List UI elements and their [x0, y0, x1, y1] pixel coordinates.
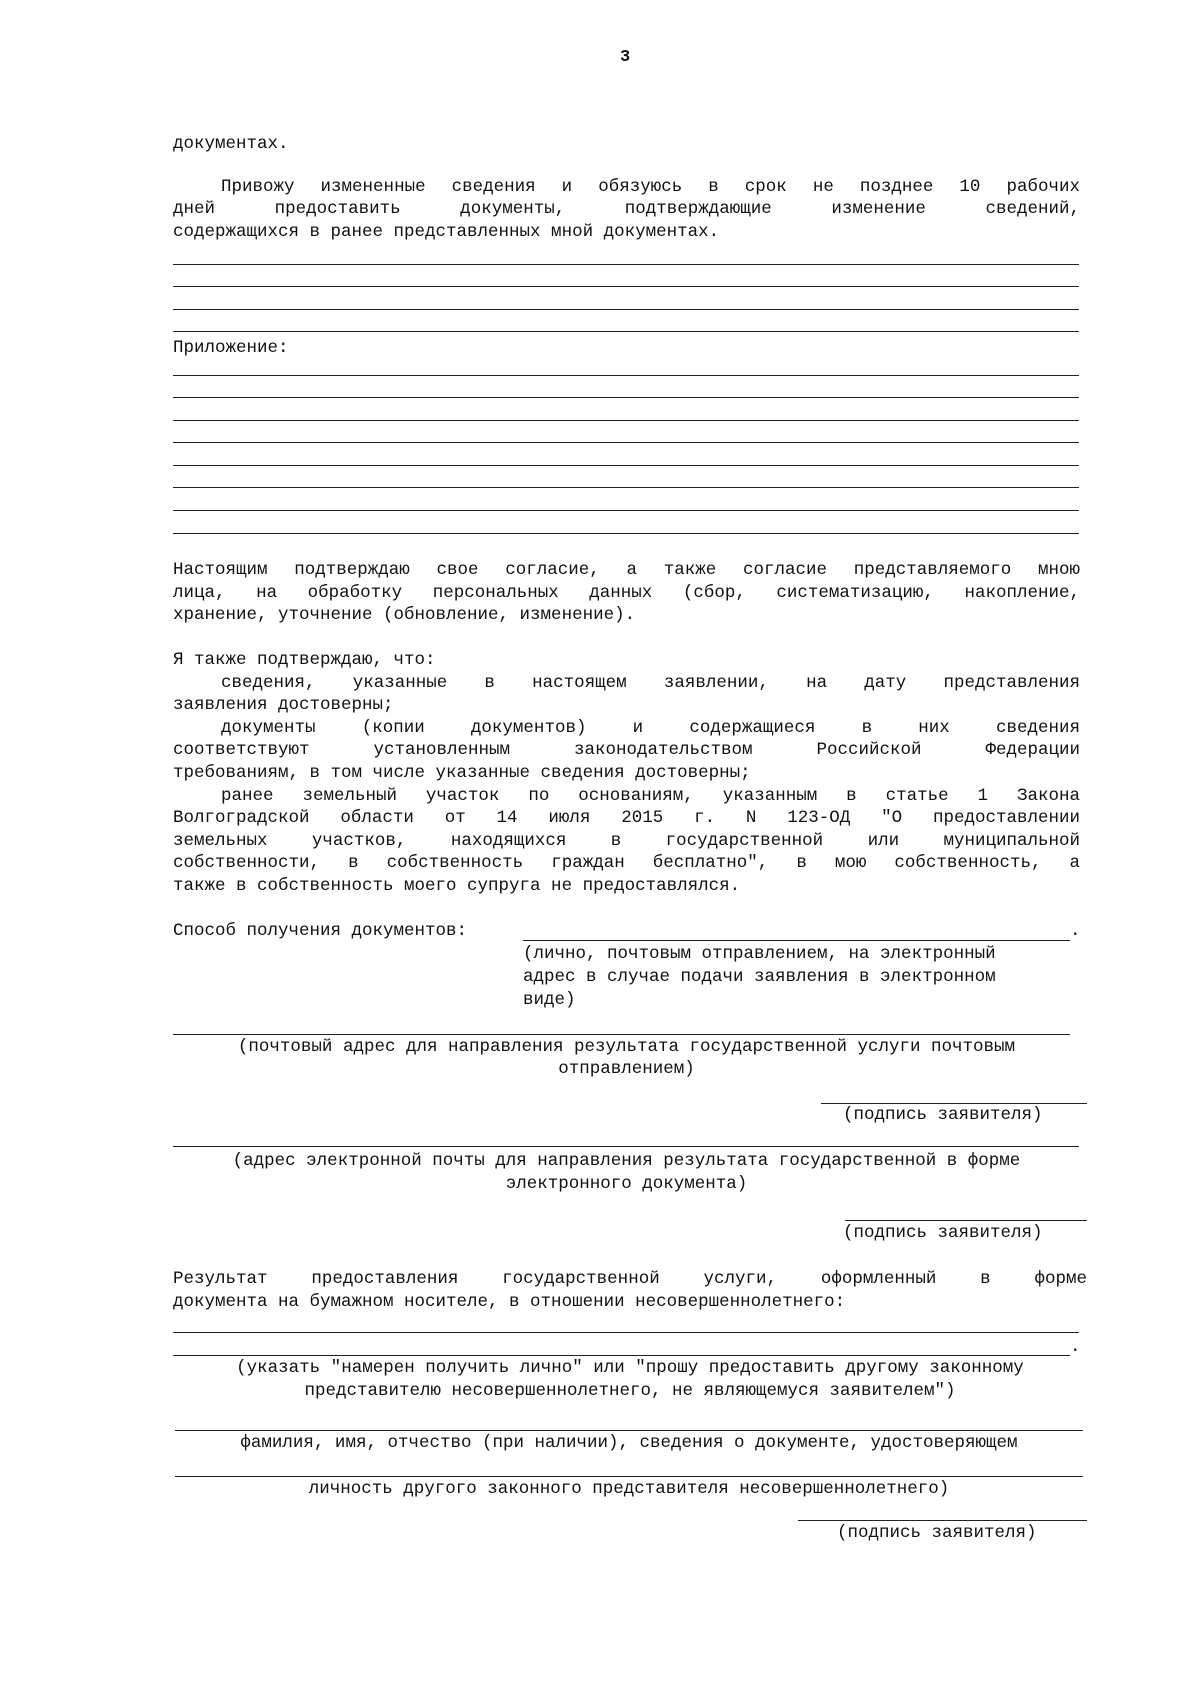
receipt-hint-line3: виде): [523, 990, 576, 1010]
confirm-item1-line1: сведения, указанные в настоящем заявлении, на дату представления: [221, 673, 1080, 693]
receipt-method-field[interactable]: [523, 940, 1070, 941]
email-address-field[interactable]: [173, 1146, 1079, 1147]
confirm-item3-line2: Волгоградской области от 14 июля 2015 г. N 123-ОД "О предоставлении: [173, 808, 1080, 828]
p1-line2: дней предоставить документы, подтверждающие изменение сведений,: [173, 199, 1080, 219]
confirm-item2-line3: требованиям, в том числе указанные сведения достоверны;: [173, 763, 751, 783]
confirm-intro: Я также подтверждаю, что:: [173, 650, 436, 670]
representative-caption-line1: фамилия, имя, отчество (при наличии), сведения о документе, удостоверяющем: [240, 1433, 1018, 1453]
result-dot: .: [1070, 1337, 1081, 1357]
signature-field[interactable]: [798, 1520, 1087, 1521]
blank-line[interactable]: [173, 331, 1079, 332]
signature-caption: (подпись заявителя): [843, 1223, 1043, 1243]
continuation-text: документах.: [173, 134, 289, 154]
consent-line2: лица, на обработку персональных данных (сбор, систематизацию, накопление,: [173, 583, 1080, 603]
blank-line[interactable]: [173, 309, 1079, 310]
consent-line3: хранение, уточнение (обновление, изменение).: [173, 605, 636, 625]
minor-caption-line1: (указать "намерен получить лично" или "прошу предоставить другому законному: [236, 1358, 1024, 1378]
attachment-line[interactable]: [173, 375, 1079, 376]
signature-caption: (подпись заявителя): [837, 1523, 1037, 1543]
confirm-item1-line2: заявления достоверны;: [173, 695, 394, 715]
attachment-line[interactable]: [173, 533, 1079, 534]
confirm-item3-line1: ранее земельный участок по основаниям, указанным в статье 1 Закона: [221, 786, 1080, 806]
signature-field[interactable]: [845, 1220, 1087, 1221]
attachment-line[interactable]: [173, 397, 1079, 398]
minor-result-field[interactable]: [173, 1332, 1079, 1333]
postal-address-field[interactable]: [173, 1034, 1070, 1035]
minor-result-field[interactable]: [173, 1355, 1070, 1356]
representative-field[interactable]: [175, 1430, 1083, 1431]
confirm-item3-line3: земельных участков, находящихся в государственной или муниципальной: [173, 831, 1080, 851]
p1-line3: содержащихся в ранее представленных мной документах.: [173, 222, 720, 242]
receipt-hint-line1: (лично, почтовым отправлением, на электронный: [523, 944, 996, 964]
consent-line1: Настоящим подтверждаю свое согласие, а также согласие представляемого мною: [173, 560, 1080, 580]
result-line2: документа на бумажном носителе, в отношении несовершеннолетнего:: [173, 1292, 846, 1312]
email-caption-line1: (адрес электронной почты для направления результата государственной в форме: [232, 1151, 1021, 1171]
attachment-line[interactable]: [173, 510, 1079, 511]
attachment-line[interactable]: [173, 465, 1079, 466]
attachment-line[interactable]: [173, 420, 1079, 421]
attachment-line[interactable]: [173, 487, 1079, 488]
representative-caption-line2: личность другого законного представителя несовершеннолетнего): [308, 1479, 950, 1499]
blank-line[interactable]: [173, 286, 1079, 287]
confirm-item3-line5: также в собственность моего супруга не предоставлялся.: [173, 876, 741, 896]
receipt-dot: .: [1070, 921, 1081, 941]
confirm-item2-line2: соответствуют установленным законодательством Российской Федерации: [173, 740, 1080, 760]
confirm-item3-line4: собственности, в собственность граждан бесплатно", в мою собственность, а: [173, 853, 1080, 873]
page-number: 3: [620, 48, 631, 67]
postal-caption-line2: отправлением): [558, 1059, 695, 1079]
postal-caption-line1: (почтовый адрес для направления результата государственной услуги почтовым: [237, 1037, 1016, 1057]
email-caption-line2: электронного документа): [505, 1174, 748, 1194]
blank-line[interactable]: [173, 264, 1079, 265]
attachment-line[interactable]: [173, 442, 1079, 443]
minor-caption-line2: представителю несовершеннолетнего, не являющемуся заявителем"): [304, 1381, 956, 1401]
attachment-label: Приложение:: [173, 338, 289, 358]
p1-line1: Привожу измененные сведения и обязуюсь в срок не позднее 10 рабочих: [221, 177, 1080, 197]
receipt-label: Способ получения документов:: [173, 921, 468, 941]
result-line1: Результат предоставления государственной услуги, оформленный в форме: [173, 1269, 1087, 1289]
signature-caption: (подпись заявителя): [843, 1105, 1043, 1125]
confirm-item2-line1: документы (копии документов) и содержащиеся в них сведения: [221, 718, 1080, 738]
receipt-hint-line2: адрес в случае подачи заявления в электронном: [523, 967, 996, 987]
representative-field[interactable]: [175, 1476, 1083, 1477]
